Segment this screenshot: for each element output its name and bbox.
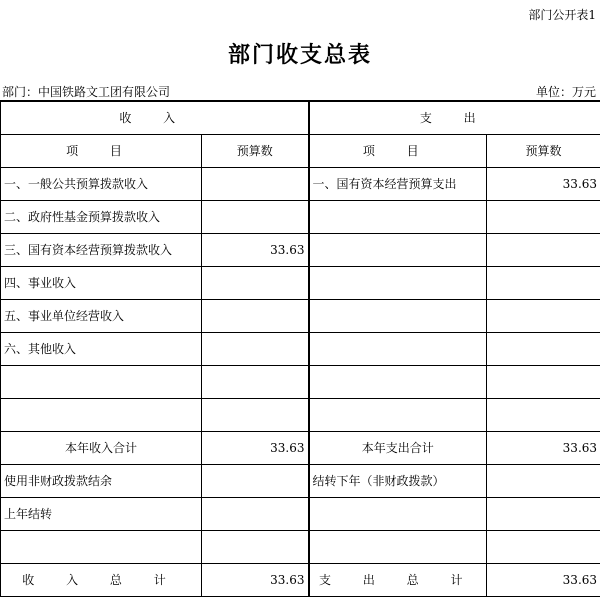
page-title: 部门收支总表	[227, 42, 372, 68]
income-grand-total-value: 33.63	[202, 563, 309, 596]
expense-row-label	[309, 332, 487, 365]
expense-row-value	[487, 200, 600, 233]
income-row-value: 33.63	[202, 233, 309, 266]
income-row-label: 三、国有资本经营预算拨款收入	[1, 233, 202, 266]
expense-row-value	[487, 299, 600, 332]
empty-cell	[309, 497, 487, 530]
empty-cell	[1, 398, 202, 431]
table-row	[1, 398, 600, 431]
expense-row-value: 33.63	[487, 167, 600, 200]
income-row-label: 六、其他收入	[1, 332, 202, 365]
section-header-row	[1, 101, 600, 134]
expense-row-value	[487, 233, 600, 266]
table-row	[1, 332, 600, 365]
prior-year-label: 上年结转	[1, 497, 202, 530]
table-row	[1, 266, 600, 299]
empty-cell	[202, 365, 309, 398]
carry-forward-label: 结转下年（非财政拨款）	[309, 464, 487, 497]
department-label: 部门：中国铁路文工团有限公司	[2, 85, 171, 99]
income-year-total-value: 33.63	[202, 431, 309, 464]
income-row-label: 四、事业收入	[1, 266, 202, 299]
empty-cell	[202, 497, 309, 530]
unit-label: 单位：万元	[535, 85, 596, 99]
col-item-left: 项 目	[1, 134, 202, 167]
empty-cell	[487, 464, 600, 497]
empty-cell	[487, 530, 600, 563]
expense-row-label	[309, 266, 487, 299]
table-row	[1, 167, 600, 200]
income-row-value	[202, 167, 309, 200]
section-expense-header: 支 出	[309, 101, 600, 134]
expense-row-value	[487, 266, 600, 299]
expense-row-label	[309, 200, 487, 233]
grand-total-row	[1, 563, 600, 596]
table-row	[1, 299, 600, 332]
expense-grand-total-label: 支 出 总 计	[309, 563, 487, 596]
empty-cell	[1, 365, 202, 398]
col-budget-right: 预算数	[487, 134, 600, 167]
income-year-total-label: 本年收入合计	[1, 431, 202, 464]
table-row	[1, 497, 600, 530]
income-row-value	[202, 266, 309, 299]
empty-cell	[487, 365, 600, 398]
table-row	[1, 233, 600, 266]
table-row	[1, 530, 600, 563]
empty-cell	[202, 530, 309, 563]
income-grand-total-label: 收 入 总 计	[1, 563, 202, 596]
section-income-header: 收 入	[1, 101, 309, 134]
income-row-value	[202, 299, 309, 332]
income-row-value	[202, 332, 309, 365]
empty-cell	[487, 398, 600, 431]
column-header-row	[1, 134, 600, 167]
col-budget-left: 预算数	[202, 134, 309, 167]
empty-cell	[309, 530, 487, 563]
expense-row-label: 一、国有资本经营预算支出	[309, 167, 487, 200]
expense-grand-total-value: 33.63	[487, 563, 600, 596]
expense-year-total-value: 33.63	[487, 431, 600, 464]
budget-summary-table	[0, 100, 600, 597]
expense-row-label	[309, 299, 487, 332]
col-item-right: 项 目	[309, 134, 487, 167]
empty-cell	[309, 365, 487, 398]
year-total-row	[1, 431, 600, 464]
income-row-value	[202, 200, 309, 233]
expense-row-value	[487, 332, 600, 365]
table-row	[1, 464, 600, 497]
income-row-label: 一、一般公共预算拨款收入	[1, 167, 202, 200]
empty-cell	[309, 398, 487, 431]
expense-year-total-label: 本年支出合计	[309, 431, 487, 464]
non-fiscal-balance-label: 使用非财政拨款结余	[1, 464, 202, 497]
table-row	[1, 200, 600, 233]
empty-cell	[487, 497, 600, 530]
empty-cell	[202, 398, 309, 431]
empty-cell	[1, 530, 202, 563]
income-row-label: 五、事业单位经营收入	[1, 299, 202, 332]
table-id: 部门公开表1	[528, 8, 596, 22]
expense-row-label	[309, 233, 487, 266]
income-row-label: 二、政府性基金预算拨款收入	[1, 200, 202, 233]
empty-cell	[202, 464, 309, 497]
table-row	[1, 365, 600, 398]
